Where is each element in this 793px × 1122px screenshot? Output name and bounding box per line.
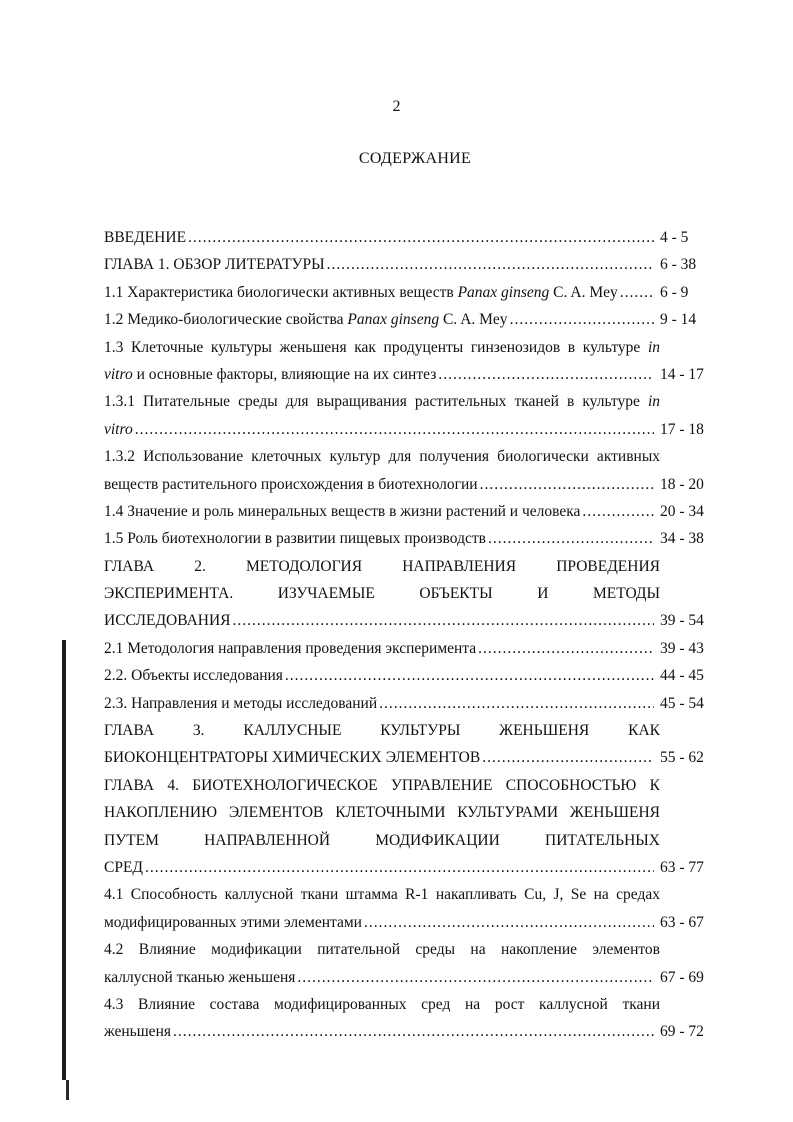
- toc-entry-text: 4.3 Влияние состава модифицированных сред на рост каллусной ткани: [104, 995, 660, 1013]
- toc-page-range: 9 - 14: [660, 311, 697, 329]
- toc-entry: [104, 640, 718, 667]
- toc-page-range: 14 - 17: [660, 365, 704, 383]
- toc-page-range: 39 - 54: [660, 612, 704, 630]
- page-number: 2: [392, 98, 401, 115]
- toc-entry: [104, 256, 718, 283]
- toc-page-range: 34 - 38: [660, 530, 704, 548]
- toc-page-range: 4 - 5: [660, 229, 689, 246]
- toc-entry: [104, 393, 718, 448]
- toc-entry-text: ГЛАВА 1. ОБЗОР ЛИТЕРАТУРЫ: [104, 256, 325, 274]
- toc-page-range: 67 - 69: [660, 968, 704, 986]
- toc-page-range: 20 - 34: [660, 502, 704, 520]
- toc-entry-text: ЭКСПЕРИМЕНТА. ИЗУЧАЕМЫЕ ОБЪЕКТЫ И МЕТОДЫ: [104, 585, 660, 603]
- toc-entry-text: 1.5 Роль биотехнологии в развитии пищевых производств: [104, 530, 486, 548]
- toc-page-range: 69 - 72: [660, 1023, 704, 1041]
- dot-leader: [488, 530, 654, 548]
- toc-page-range: 44 - 45: [660, 667, 704, 685]
- toc-entry-text: ПУТЕМ НАПРАВЛЕННОЙ МОДИФИКАЦИИ ПИТАТЕЛЬНЫХ: [104, 831, 660, 849]
- toc-page-range: 18 - 20: [660, 475, 704, 493]
- dot-leader: [327, 256, 654, 274]
- toc-entry: [104, 503, 718, 530]
- toc-entry-text: 1.4 Значение и роль минеральных веществ в жизни растений и человека: [104, 502, 581, 520]
- toc-entry-text: веществ растительного происхождения в биотехнологии: [104, 475, 478, 493]
- toc-entry-text: ГЛАВА 4. БИОТЕХНОЛОГИЧЕСКОЕ УПРАВЛЕНИЕ СПОСОБНОСТЬЮ К: [104, 776, 660, 794]
- toc-entry: [104, 695, 718, 722]
- dot-leader: [188, 229, 654, 247]
- table-of-contents: [104, 229, 718, 1051]
- toc-entry-text: 1.3.1 Питательные среды для выращивания растительных тканей в культуре in: [104, 393, 660, 411]
- toc-entry: [104, 530, 718, 557]
- toc-entry: [104, 448, 718, 503]
- dot-leader: [482, 749, 654, 767]
- toc-page-range: 63 - 77: [660, 858, 704, 876]
- toc-entry-text: 4.1 Способность каллусной ткани штамма R-1 накапливать Cu, J, Se на средах: [104, 886, 660, 904]
- toc-entry-text: БИОКОНЦЕНТРАТОРЫ ХИМИЧЕСКИХ ЭЛЕМЕНТОВ: [104, 749, 481, 767]
- toc-page-range: 45 - 54: [660, 694, 704, 712]
- toc-entry: [104, 667, 718, 694]
- toc-entry-text: СРЕД: [104, 858, 143, 876]
- toc-entry-text: 2.1 Методология направления проведения эксперимента: [104, 639, 477, 657]
- toc-entry-text: ГЛАВА 2. МЕТОДОЛОГИЯ НАПРАВЛЕНИЯ ПРОВЕДЕНИЯ: [104, 557, 660, 575]
- scan-edge-shadow: [62, 640, 66, 1080]
- toc-page-range: 17 - 18: [660, 420, 704, 438]
- dot-leader: [297, 969, 654, 987]
- dot-leader: [285, 667, 654, 685]
- toc-entry-text: ИССЛЕДОВАНИЯ: [104, 612, 231, 630]
- dot-leader: [379, 695, 654, 713]
- toc-page-range: 55 - 62: [660, 749, 704, 767]
- toc-entry: [104, 339, 718, 394]
- toc-entry-text: 2.2. Объекты исследования: [104, 667, 283, 685]
- toc-entry-text: НАКОПЛЕНИЮ ЭЛЕМЕНТОВ КЛЕТОЧНЫМИ КУЛЬТУРАМИ ЖЕНЬШЕНЯ: [104, 804, 660, 822]
- toc-entry: [104, 777, 718, 887]
- dot-leader: [145, 859, 654, 877]
- toc-entry: [104, 996, 718, 1051]
- toc-entry-text: ГЛАВА 3. КАЛЛУСНЫЕ КУЛЬТУРЫ ЖЕНЬШЕНЯ КАК: [104, 722, 660, 740]
- toc-entry-text: 4.2 Влияние модификации питательной среды на накопление элементов: [104, 941, 660, 959]
- toc-page-range: 63 - 67: [660, 913, 704, 931]
- dot-leader: [510, 311, 654, 329]
- dot-leader: [364, 914, 654, 932]
- toc-entry-text: vitro: [104, 420, 133, 438]
- toc-entry-text: 1.1 Характеристика биологически активных веществ Panax ginseng C. A. Mey: [104, 283, 618, 301]
- toc-entry-text: женьшеня: [104, 1023, 171, 1041]
- toc-entry: [104, 886, 718, 941]
- toc-entry: [104, 284, 718, 311]
- toc-entry-text: ВВЕДЕНИЕ: [104, 229, 187, 246]
- dot-leader: [480, 476, 654, 494]
- toc-entry: [104, 558, 718, 640]
- toc-entry-text: 1.2 Медико-биологические свойства Panax ginseng C. A. Mey: [104, 311, 508, 329]
- toc-entry: [104, 229, 718, 256]
- toc-entry-text: модифицированных этими элементами: [104, 913, 362, 931]
- toc-page-range: 39 - 43: [660, 639, 704, 657]
- toc-page-range: 6 - 38: [660, 256, 697, 274]
- toc-entry-text: каллусной тканью женьшеня: [104, 968, 296, 986]
- scan-edge-shadow-lower: [66, 1080, 69, 1100]
- toc-entry-text: 1.3 Клеточные культуры женьшеня как продуценты гинзенозидов в культуре in: [104, 338, 660, 356]
- toc-entry: [104, 311, 718, 338]
- dot-leader: [582, 503, 654, 521]
- toc-entry: [104, 941, 718, 996]
- dot-leader: [233, 612, 654, 630]
- dot-leader: [135, 421, 654, 439]
- toc-entry-text: 1.3.2 Использование клеточных культур для получения биологически активных: [104, 448, 660, 466]
- toc-page-range: 6 - 9: [660, 283, 689, 301]
- page-title: СОДЕРЖАНИЕ: [358, 150, 472, 167]
- dot-leader: [173, 1023, 654, 1041]
- dot-leader: [438, 366, 654, 384]
- toc-entry-text: vitro и основные факторы, влияющие на их синтез: [104, 365, 437, 383]
- dot-leader: [478, 640, 654, 658]
- dot-leader: [620, 284, 654, 302]
- toc-entry: [104, 722, 718, 777]
- toc-entry-text: 2.3. Направления и методы исследований: [104, 694, 378, 712]
